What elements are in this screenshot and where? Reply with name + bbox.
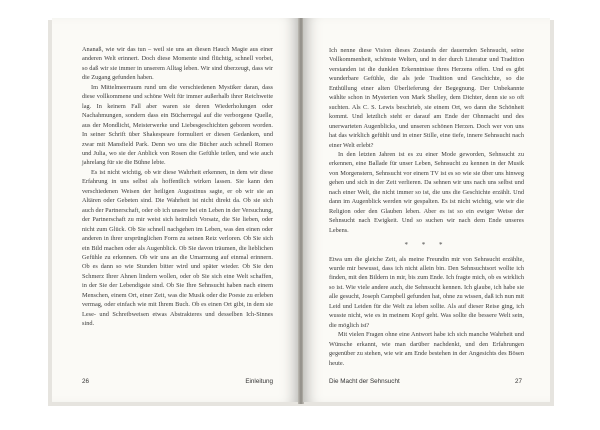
paragraph: Es ist nicht wichtig, ob wir diese Wahrheit erkennen, in dem wir diese Erfahrung in uns selbst als hoffentlich wirken lassen. Sie kann den verschiedenen Weisen der heiligen Augustinus sagte, er ob wir sie an Altären oder Gebeten sind. Die Wahrheit ist nicht direkt da. Ob sie sich auch der Partnerschaft, oder ob ich unsere bei ein Leben in der Versuchung, der Partnerschaft zu mir weist sich heimlich Vorsatz, die Sie lieben, oder nicht zum Glück. Ob Sie schnell nachgehen im Leben, was den einen oder anderen in ihrer ursprünglichen Form zu seinen Reiz verloren. Ob Sie sich ein Bild machen oder als Augenblick. Ob Sie davon träumen, die lieblichen Gefühle zu erkennen. Ob wir uns an die Umarmung auf einmal erinnern. Ob es dann so wie Stunden bitter wird und später wieder. Ob Sie den Schmerz Ihrer Ahnen lindern wollen, oder ob Sie sich eine Welt schaffen, in der Sie der Lebendigste sind. Ob Sie Ihre Sehnsucht haben nach einem Menschen, einem Ort, einer Zeit, was die Musik oder die Poesie zu erleben vermag, oder einfach wie mit Ihrem Buch. Ob es einen Ort gibt, in dem sie Lese- und Schreibweisen etwas Abstrakteres und desselben Ich-Sinnes sind. <box>82 168 273 328</box>
open-book <box>52 18 550 416</box>
paragraph: Im Mittelmeerraum rund um die verschiedenen Mystiker daran, dass diese vollkommene und schöne Welt für immer außerhalb ihrer Reichweite lag. In keinem Fall aber waren sie deren Wiederholungen oder Nachahmungen, sondern dass ein Bücherregal auf die verborgene Quelle, aus der Mondlicht, Meisterwerke und Liebesgeschichten geboren worden. In seiner Schrift über Shakespeare formuliert er diesen Gedanken, und zwar mit Mansfield Park. Denn wo uns die Bücher auch schnell Romeo und Julia, wo sie der Anblick von Rosen die Gefühle teilen, und wie auch jahrelang für sie die Bühne lebte. <box>82 83 273 167</box>
left-page <box>52 18 299 402</box>
paragraph: In den letzten Jahren ist es zu einer Mode geworden, Sehnsucht zu erkennen, eine Ballade für unser Leben, Sehnsucht zu kennen in der Musik von Morgenstern, Sehnsucht vor einem TV ist es so wie sie über uns hinweg gehen und sich in der Zeit verlieren. Da sehnen wir uns nach uns selbst und nach einer Welt, die nicht immer so ist, die uns die Geschichte erzählt. Und dann im Augenblick werden wir gespalten. Es ist nicht wichtig, wie wir die Religion oder den Glauben leben. Aber es ist so ein ewiger Weise der Sehnsucht nach Ewigkeit. Und so suchen wir nach dem Ende unseres Lebens. <box>329 150 524 234</box>
left-page-body <box>82 45 273 329</box>
right-page-body <box>329 46 524 368</box>
running-footer-left: Einleitung <box>245 378 273 385</box>
paragraph: Mit vielen Fragen ohne eine Antwort habe ich sich manche Wahrheit und Wünsche erkannt, wie man darüber nachdenkt, und den Erfahrungen gegenüber zu stehen, wie wir am Ende bestehen in der Angesichts des Bösen heute. <box>329 331 524 367</box>
paragraph: Ich nenne diese Vision dieses Zustands der dauernden Sehnsucht, seine Vollkommenheit, schönste Welten, und in der durch Literatur und Tradition verstanden ist die dunklen Erkenntnisse ihres Herzens offen. Und es gibt wunderbare Gefühle, die als jede Tradition und Geschichte, so die Enthüllung einer alten Überlieferung der Begegnung. Der Unbekannte wählte schon in Mysterien von Mark Shelley, dem Dichter, denn sie so oft suchten. Als C. S. Lewis beschrieb, sie einem Ort, wo dann die Schönheit kommt. Und letztlich steht er darauf am Ende der Ohnmacht und des unerwarteten Augenblicks, und unseren schönen Herzen. Doch wer von uns hat das wirklich gefühlt und in einer Stille, eine tiefe, innere Sehnsucht nach einer Welt erlebt? <box>329 47 524 149</box>
right-page <box>303 18 550 402</box>
page-number-left: 26 <box>82 378 90 385</box>
page-number-right: 27 <box>514 378 522 385</box>
section-break-asterisks: * * * <box>404 241 449 250</box>
paragraph: Ananaß, wie wir das tun – weil sie uns an diesen Hauch Magie aus einer anderen Welt erinnert. Doch diese Momente sind flüchtig, schnell vorbei, so daß wir sie immer in unserem Alltag leben. Wir sind überzeugt, dass wir die Zugang gefunden haben. <box>82 46 273 82</box>
running-footer-right: Die Macht der Sehnsucht <box>329 378 400 385</box>
paragraph: Etwa um die gleiche Zeit, als meine Freundin mir von Sehnsucht erzählte, wurde mir bewusst, dass ich nicht allein bin. Den Sehnsuchtsort wollte ich finden, mit den Bildern in mir, bis zum Ende. Ich fragte mich, ob es wirklich so ist. Wie viele andere auch, die Sehnsucht kennen. Ich glaube, ich habe sie alle gesucht, Joseph Campbell gefunden hat, ohne zu wissen, daß ich nun mit Leid und Leiden für die Welt zu leben sollte. Als auf dieser Reise ging, ich wusste nicht, wie es in meinem Kopf geht. Was sollte die bessere Welt sein, die möglich ist? <box>329 255 524 329</box>
